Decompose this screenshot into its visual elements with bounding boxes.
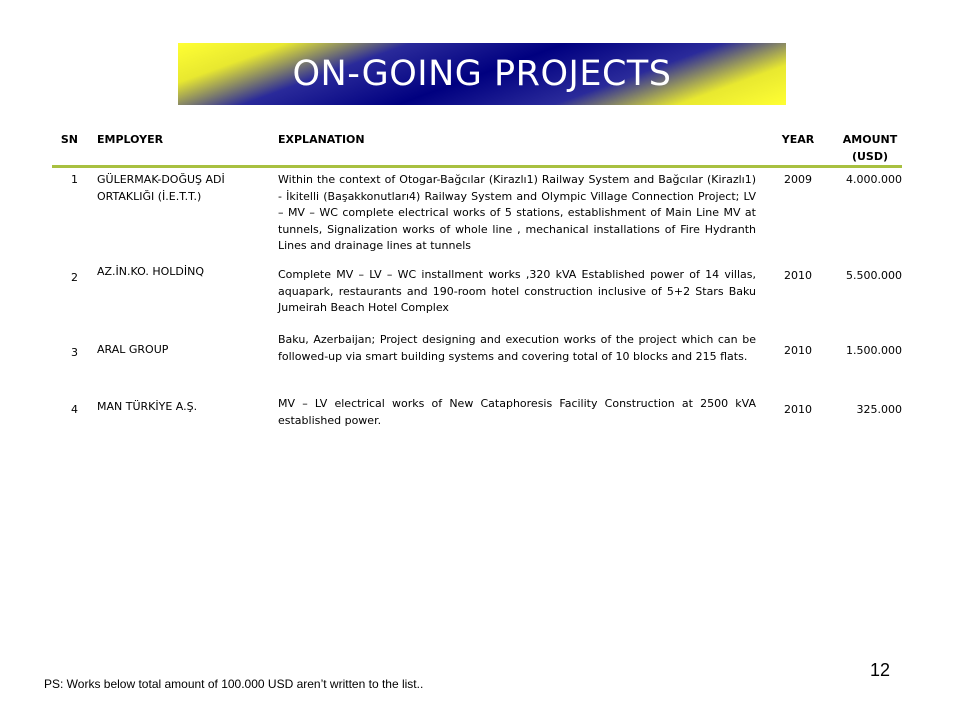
footnote: PS: Works below total amount of 100.000 USD aren’t written to the list.. — [44, 677, 424, 691]
header-explanation: EXPLANATION — [278, 133, 365, 146]
row-sn: 4 — [71, 403, 78, 416]
header-year: YEAR — [781, 133, 815, 146]
row-year: 2009 — [784, 173, 812, 186]
row-amount: 1.500.000 — [846, 344, 902, 357]
row-employer: GÜLERMAK-DOĞUŞ ADİ ORTAKLIĞI (İ.E.T.T.) — [97, 173, 225, 203]
row-employer: AZ.İN.KO. HOLDİNQ — [97, 265, 205, 278]
row-explanation: MV – LV electrical works of New Cataphoresis Facility Construction at 2500 kVA established power. — [278, 397, 756, 427]
row-sn: 1 — [71, 173, 78, 186]
row-sn: 3 — [71, 346, 78, 359]
row-amount: 5.500.000 — [846, 269, 902, 282]
row-employer: MAN TÜRKİYE A.Ş. — [97, 400, 198, 413]
row-explanation: Complete MV – LV – WC installment works ,320 kVA Established power of 14 villas, aquapark, restaurants and 190-room hotel construction inclusive of 5+2 Stars Baku Jumeirah Beach Hotel Complex — [278, 268, 756, 314]
page-title: ON-GOING PROJECTS — [292, 54, 672, 94]
page-number: 12 — [870, 660, 891, 680]
row-amount: 4.000.000 — [846, 173, 902, 186]
row-explanation: Baku, Azerbaijan; Project designing and execution works of the project which can be followed-up via smart building systems and covering total of 10 blocks and 215 flats. — [278, 333, 756, 363]
row-year: 2010 — [784, 403, 812, 416]
header-employer: EMPLOYER — [97, 133, 164, 146]
header-amount: AMOUNT (USD) — [842, 133, 898, 163]
header-sn: SN — [60, 133, 78, 146]
row-year: 2010 — [784, 344, 812, 357]
row-sn: 2 — [71, 271, 78, 284]
header-divider — [52, 165, 902, 168]
row-amount: 325.000 — [856, 403, 902, 416]
row-employer: ARAL GROUP — [97, 343, 169, 356]
row-year: 2010 — [784, 269, 812, 282]
title-banner — [178, 43, 786, 105]
row-explanation: Within the context of Otogar-Bağcılar (Kirazlı1) Railway System and Bağcılar (Kirazlı1) - İkitelli (Başakkonutları4) Railway System and Olympic Village Connection Project; LV – MV – WC complete electrical works of 5 stations, establishment of Main Line MV at tunnels, Signalization works of whole line , mechanical installations of Fire Hydranth Lines and drainage lines at tunnels — [278, 173, 756, 252]
